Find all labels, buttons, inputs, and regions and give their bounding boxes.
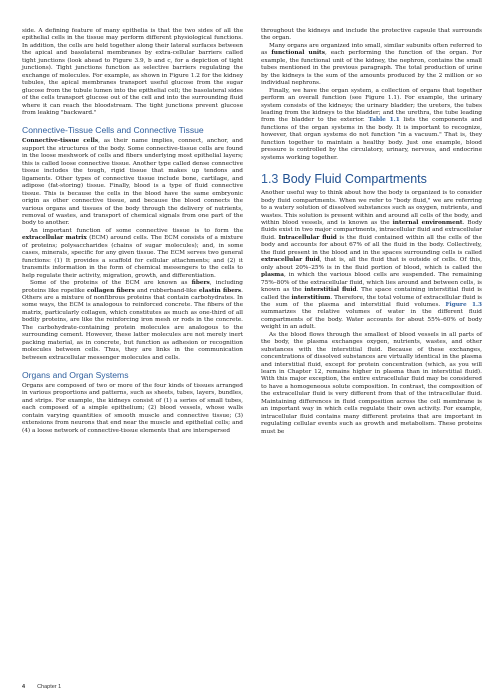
key-term: interstitial fluid (304, 287, 357, 294)
key-term: extracellular fluid (261, 257, 320, 264)
text-run: lists the components and functions of the organ systems in the body. It is important to recognize, however, that organ systems do not function "in a vacuum." That is, they function together to maintain a healthy body. Just one example, blood pressure is controlled by the circulatory, urinary, nervous, and endocrine systems working together. (261, 117, 483, 161)
figure-reference-link[interactable]: Figure 1.3 (445, 301, 482, 308)
text-run: and rubberband-like (134, 287, 199, 294)
section-number: 1.3 (261, 172, 279, 187)
chapter-label: Chapter 1 (37, 684, 62, 690)
right-column (261, 28, 482, 436)
text-run: Finally, we have the organ system, a collection of organs that together perform an overall function (see Figure 1.1). For example, the urinary system consists of the kidneys; the urinary bladder; the ureters, the tubes leading from the kidneys to the bladder; and the urethra, the tube leading from the bladder to the exterior. (261, 87, 482, 124)
key-term: extracellular matrix (22, 235, 87, 242)
paragraph (261, 190, 482, 332)
text-run: Some of the proteins of the ECM are known as (30, 280, 192, 287)
table-reference-link[interactable]: Table 1.1 (368, 117, 400, 124)
left-column (22, 28, 243, 435)
section-heading-organs: Organs and Organ Systems (22, 370, 129, 381)
key-term: elastin fibers (198, 287, 242, 294)
text-run: , in which the various blood cells are suspended. The remaining 75%–80% of the extracellular fluid, which lies around and between cells, is known as the (261, 272, 482, 294)
text-run: , including proteins like ropelike (22, 280, 243, 294)
text-run: , each performing the function of the organ. For example, the functional unit of the kidney, the nephron, contains the small tubes mentioned in the previous paragraph. The total production of urine by the kidneys is the sum of the amounts produced by the 2 million or so individual nephrons. (261, 50, 482, 87)
paragraph (22, 138, 243, 227)
paragraph (261, 88, 482, 163)
text-run: . Body fluids exist in two major compartments, intracellular fluid and extracellular fluid. (261, 219, 482, 241)
paragraph: side. A defining feature of many epithelia is that the two sides of all the epithelial cells in the tissue may perform different physiological functions. In addition, the cells are held together along their lateral surfaces between the apical and basolateral membranes by extra-cellular barriers called tight junctions (look ahead to Figure 3.9, b and c, for a depiction of tight junctions). Tight junctions function as selective barriers regulating the exchange of molecules. For example, as shown in Figure 1.2 for the kidney tubules, the apical membranes transport useful glucose from the sugar glucose from the tubule lumen into the epithelial cell; the basolateral sides of the cells transport glucose out of the cell and into the surrounding fluid where it can reach the bloodstream. The tight junctions prevent glucose from leaking "backward." (22, 28, 243, 116)
text-run: . Others are a mixture of nonfibrous proteins that contain carbohydrates. In some ways, the ECM is analogous to reinforced concrete. The fibers of the matrix, particularly collagen, which constitutes as much as one-third of all bodily proteins, are like the reinforcing iron mesh or rods in the concrete. The carbohydrate-containing protein molecules are analogous to the surrounding cement. However, these latter molecules are not merely inert packing material, as in concrete, but function as adhesion or recognition molecules between cells. Thus, they are links in the communication between extracellular messenger molecules and cells. (22, 287, 243, 361)
text-run: . Therefore, the total volume of extracellular fluid is the sum of the plasma and interstitial fluid volumes. (261, 294, 483, 308)
key-term: functional units (271, 50, 325, 57)
section-heading-body-fluid (261, 172, 482, 186)
page-footer (22, 684, 61, 690)
text-run: . The space containing interstitial fluid is called the (261, 287, 482, 301)
page-number: 4 (22, 684, 26, 690)
paragraph (22, 280, 243, 362)
paragraph: throughout the kidneys and include the protective capsule that surrounds the organ. (261, 28, 482, 42)
paragraph: As the blood flows through the smallest of blood vessels in all parts of the body, the plasma exchanges oxygen, nutrients, wastes, and other substances with the interstitial fluid. Because of these exchanges, concentrations of dissolved substances are virtually identical in the plasma and interstitial fluid, except for protein concentration (which, as you will learn in Chapter 12, remains higher in plasma than in interstitial fluid). With this major exception, the entire extracellular fluid may be considered to have a homogeneous solute composition. In contrast, the composition of the extracellular fluid is very different from that of the intracellular fluid. Maintaining differences in fluid composition across the cell membrane is an important way in which cells regulate their own activity. For example, intracellular fluid contains many different proteins that are important in regulating cellular events such as growth and metabolism. These proteins must be (261, 331, 482, 435)
key-term: Intracellular fluid (278, 234, 337, 241)
paragraph (22, 228, 243, 280)
paragraph (261, 43, 482, 88)
key-term: plasma (261, 272, 284, 279)
text-run: summarizes the relative volumes of water in the different fluid compartments of the body. Water accounts for about 55%–60% of body weight in an adult. (261, 309, 482, 331)
section-heading-connective-tissue: Connective-Tissue Cells and Connective Tissue (22, 125, 204, 136)
key-term: Connective-tissue cells (22, 138, 99, 145)
text-run: Many organs are organized into small, similar subunits often referred to as (261, 42, 482, 57)
key-term: collagen fibers (86, 287, 135, 294)
text-run: , that is, all the fluid that is outside of cells. Of this, only about 20%–25% is in the fluid portion of blood, which is called the (261, 257, 483, 271)
key-term: interstitium (291, 294, 331, 301)
paragraph: Organs are composed of two or more of the four kinds of tissues arranged in various proportions and patterns, such as sheets, tubes, layers, bundles, and strips. For example, the kidneys consist of (1) a series of small tubes, each composed of a simple epithelium; (2) blood vessels, whose walls contain varying quantities of smooth muscle and connective tissue; (3) extensions from neurons that end near the muscle and epithelial cells; and (4) a loose network of connective-tissue elements that are interspersed (22, 383, 243, 434)
text-run: An important function of some connective tissue is to form the (30, 227, 243, 234)
section-title: Body Fluid Compartments (282, 172, 427, 187)
key-term: internal environment (392, 219, 463, 226)
key-term: fibers (191, 280, 210, 287)
text-run: is the fluid contained within all the cells of the body and accounts for about 67% of all the fluid in the body. Collectively, the fluid present in the blood and in the spaces surrounding cells is called (261, 234, 482, 256)
text-run: Another useful way to think about how the body is organized is to consider body fluid compartments. When we refer to "body fluid," we are referring to a watery solution of dissolved substances such as oxygen, nutrients, and wastes. This solution is present within and around all cells of the body, and within blood vessels, and is known as the (261, 190, 482, 226)
text-run: (ECM) around cells. The ECM consists of a mixture of proteins; polysaccharides (chains of sugar molecules); and, in some cases, minerals, specific for any given tissue. The ECM serves two general functions: (1) It provides a scaffold for cellular attachments; and (2) it transmits information in the form of chemical messengers to the cells to help regulate their activity, migration, growth, and differentiation. (22, 235, 243, 279)
text-run: , as their name implies, connect, anchor, and support the structures of the body. Some connective-tissue cells are found in the loose meshwork of cells and fibers underlying most epithelial layers; this is called loose connective tissue. Another type called dense connective tissue includes the tough, rigid tissue that makes up tendons and ligaments. Other types of connective tissue include bone, cartilage, and adipose (fat-storing) tissue. Finally, blood is a type of fluid connective tissue. This is because the cells in the blood have the same embryonic origin as other connective tissue, and because the blood connects the various organs and tissues of the body through the delivery of nutrients, removal of wastes, and transport of chemical signals from one part of the body to another. (22, 138, 243, 227)
